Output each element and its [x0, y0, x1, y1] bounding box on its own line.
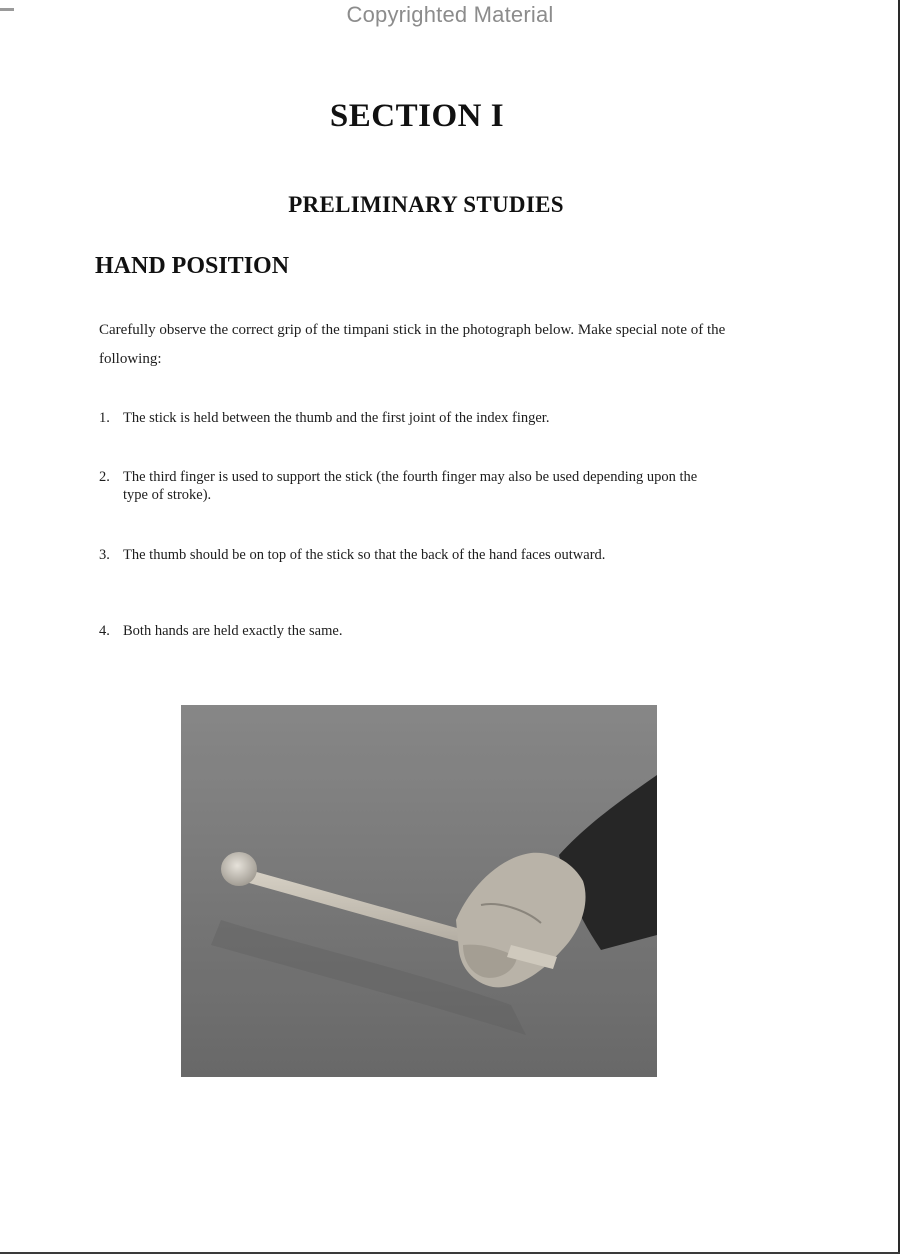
list-item-number: 3. [99, 547, 110, 563]
list-item [99, 546, 703, 564]
list-item-text: The thumb should be on top of the stick so that the back of the hand faces outward. [123, 547, 606, 563]
hand-position-heading: HAND POSITION [95, 253, 290, 279]
list-item [99, 622, 703, 640]
section-title: SECTION I [329, 98, 505, 134]
list-item-text: Both hands are held exactly the same. [123, 623, 343, 639]
copyright-watermark: Copyrighted Material [346, 2, 554, 27]
mallet-head [221, 852, 257, 886]
list-item-number: 2. [99, 469, 110, 485]
list-item-number: 4. [99, 623, 110, 639]
section-subtitle: PRELIMINARY STUDIES [288, 192, 564, 217]
list-item-text: The third finger is used to support the stick (the fourth finger may also be used depending upon the type of stroke). [123, 469, 698, 503]
grip-photograph [181, 705, 657, 1077]
list-item-number: 1. [99, 410, 110, 426]
list-item [99, 409, 743, 427]
list-item [99, 468, 703, 504]
intro-paragraph: Carefully observe the correct grip of the timpani stick in the photograph below. Make special note of the following: [99, 322, 726, 367]
hand-holding-timpani-stick-icon [181, 705, 657, 1077]
list-item-text: The stick is held between the thumb and the first joint of the index finger. [123, 410, 550, 426]
